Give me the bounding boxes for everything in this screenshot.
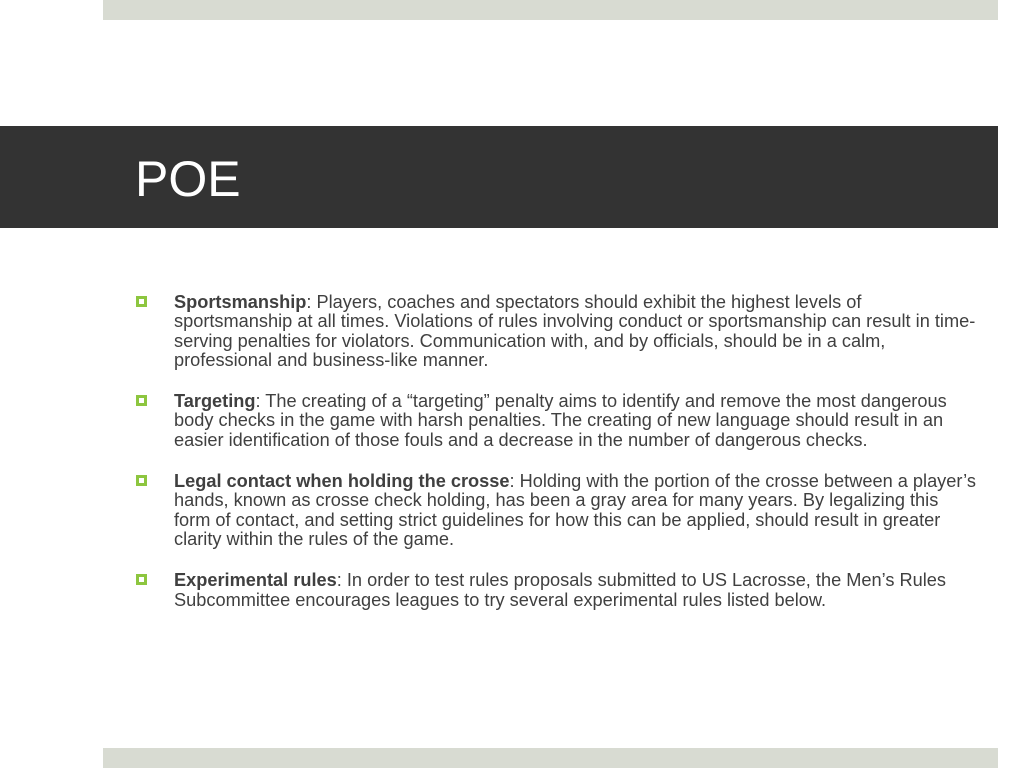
bullet-text: : Players, coaches and spectators should exhibit the highest levels of sportsmanship at all times. Violations of rules involving conduct or sportsmanship can result in time-serving penalties for violators. Communication with, and by officials, should be in a calm, professional and business-like manner. [174, 292, 976, 370]
bullet-term: Sportsmanship [174, 292, 307, 312]
bullet-item-legal-contact [136, 472, 976, 549]
bullet-item-targeting [136, 392, 976, 450]
bullet-term: Targeting [174, 391, 256, 412]
bullet-item-experimental-rules [136, 571, 976, 610]
top-decorative-bar [103, 0, 998, 20]
bullet-list [136, 293, 976, 632]
square-bullet-icon [136, 574, 147, 585]
bullet-text: : In order to test rules proposals submitted to US Lacrosse, the Men’s Rules Subcommittee encourages leagues to try several experimental rules listed below. [174, 570, 946, 610]
bullet-term: Legal contact when holding the crosse [174, 471, 510, 492]
square-bullet-icon [136, 395, 147, 406]
bullet-term: Experimental rules [174, 570, 337, 591]
bottom-decorative-bar [103, 748, 998, 768]
bullet-item-sportsmanship [136, 293, 976, 370]
square-bullet-icon [136, 475, 147, 486]
slide-title: POE [135, 151, 241, 207]
bullet-text: : Holding with the portion of the crosse between a player’s hands, known as crosse check holding, has been a gray area for many years. By legalizing this form of contact, and setting strict guidelines for how this can be applied, should result in greater clarity within the rules of the game. [174, 471, 976, 549]
square-bullet-icon [136, 296, 147, 307]
bullet-text: : The creating of a “targeting” penalty aims to identify and remove the most dangerous body checks in the game with harsh penalties. The creating of new language should result in an easier identification of those fouls and a decrease in the number of dangerous checks. [174, 391, 947, 450]
